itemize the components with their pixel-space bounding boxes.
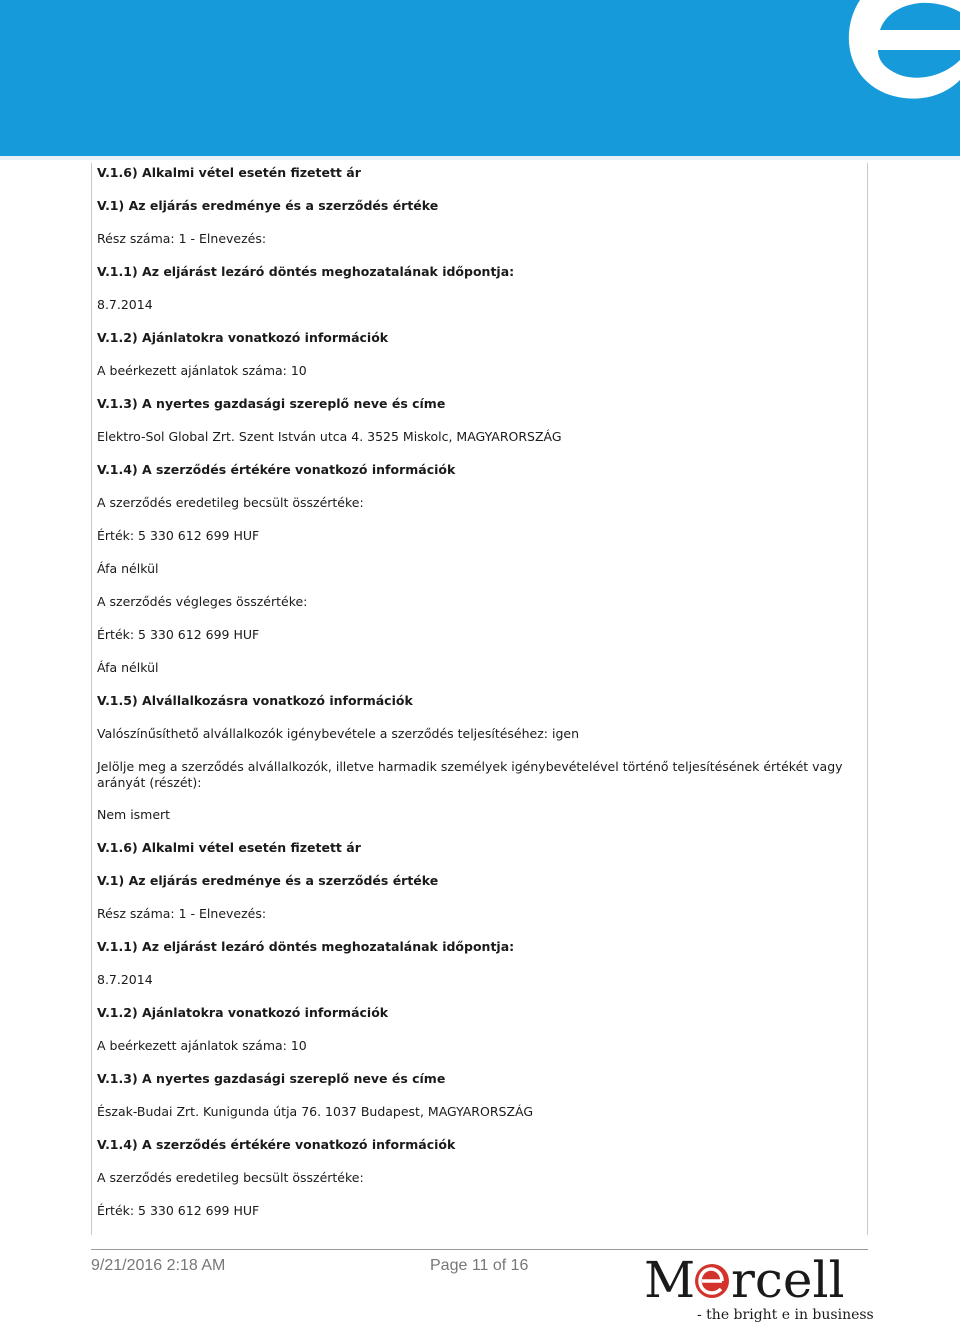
footer-timestamp: 9/21/2016 2:18 AM [91,1257,226,1274]
header-band [0,0,960,160]
text-line: Áfa nélkül [97,660,159,675]
section-heading: V.1) Az eljárás eredménye és a szerződés értéke [97,198,439,213]
text-line: Nem ismert [97,807,171,822]
marcell-logo [644,1253,854,1305]
footer-tagline: - the bright e in business [697,1307,874,1323]
footer-divider [91,1249,868,1250]
section-heading: V.1) Az eljárás eredménye és a szerződés értéke [97,873,439,888]
section-heading: V.1.5) Alvállalkozásra vonatkozó információk [97,693,413,708]
text-line: Rész száma: 1 - Elnevezés: [97,906,267,921]
header-band-edge [0,156,960,160]
text-line: A beérkezett ajánlatok száma: 10 [97,1038,307,1053]
text-line: Érték: 5 330 612 699 HUF [97,1203,260,1218]
section-heading: V.1.1) Az eljárást lezáró döntés meghozatalának időpontja: [97,264,515,279]
text-line: Érték: 5 330 612 699 HUF [97,627,260,642]
text-line: Valószínűsíthető alvállalkozók igénybevétele a szerződés teljesítéséhez: igen [97,726,580,741]
text-line: Érték: 5 330 612 699 HUF [97,528,260,543]
svg-text:rcell: rcell [731,1253,845,1305]
text-line: A szerződés eredetileg becsült összértéke: [97,495,364,510]
text-line: 8.7.2014 [97,297,153,312]
section-heading: V.1.1) Az eljárást lezáró döntés meghozatalának időpontja: [97,939,515,954]
section-heading: V.1.2) Ajánlatokra vonatkozó információk [97,1005,389,1020]
section-heading: V.1.4) A szerződés értékére vonatkozó információk [97,462,456,477]
text-line: A szerződés eredetileg becsült összértéke: [97,1170,364,1185]
brand-e-icon [820,0,960,110]
frame-left-border [91,163,92,1235]
text-line: Rész száma: 1 - Elnevezés: [97,231,267,246]
section-heading: V.1.4) A szerződés értékére vonatkozó információk [97,1137,456,1152]
svg-text:M: M [644,1253,696,1305]
section-heading: V.1.2) Ajánlatokra vonatkozó információk [97,330,389,345]
text-paragraph: Jelölje meg a szerződés alvállalkozók, illetve harmadik személyek igénybevételével történő teljesítésének értékét vagy arányát (részét): [97,759,843,790]
text-line: Elektro-Sol Global Zrt. Szent István utca 4. 3525 Miskolc, MAGYARORSZÁG [97,429,562,444]
text-line: 8.7.2014 [97,972,153,987]
text-line: A szerződés végleges összértéke: [97,594,308,609]
text-line: Észak-Budai Zrt. Kunigunda útja 76. 1037 Budapest, MAGYARORSZÁG [97,1104,534,1119]
section-heading: V.1.3) A nyertes gazdasági szereplő neve és címe [97,1071,446,1086]
section-heading: V.1.6) Alkalmi vétel esetén fizetett ár [97,165,361,180]
text-line: A beérkezett ajánlatok száma: 10 [97,363,307,378]
frame-right-border [867,163,868,1235]
text-line: Áfa nélkül [97,561,159,576]
footer-page-number: Page 11 of 16 [430,1257,529,1274]
section-heading: V.1.3) A nyertes gazdasági szereplő neve és címe [97,396,446,411]
section-heading: V.1.6) Alkalmi vétel esetén fizetett ár [97,840,361,855]
